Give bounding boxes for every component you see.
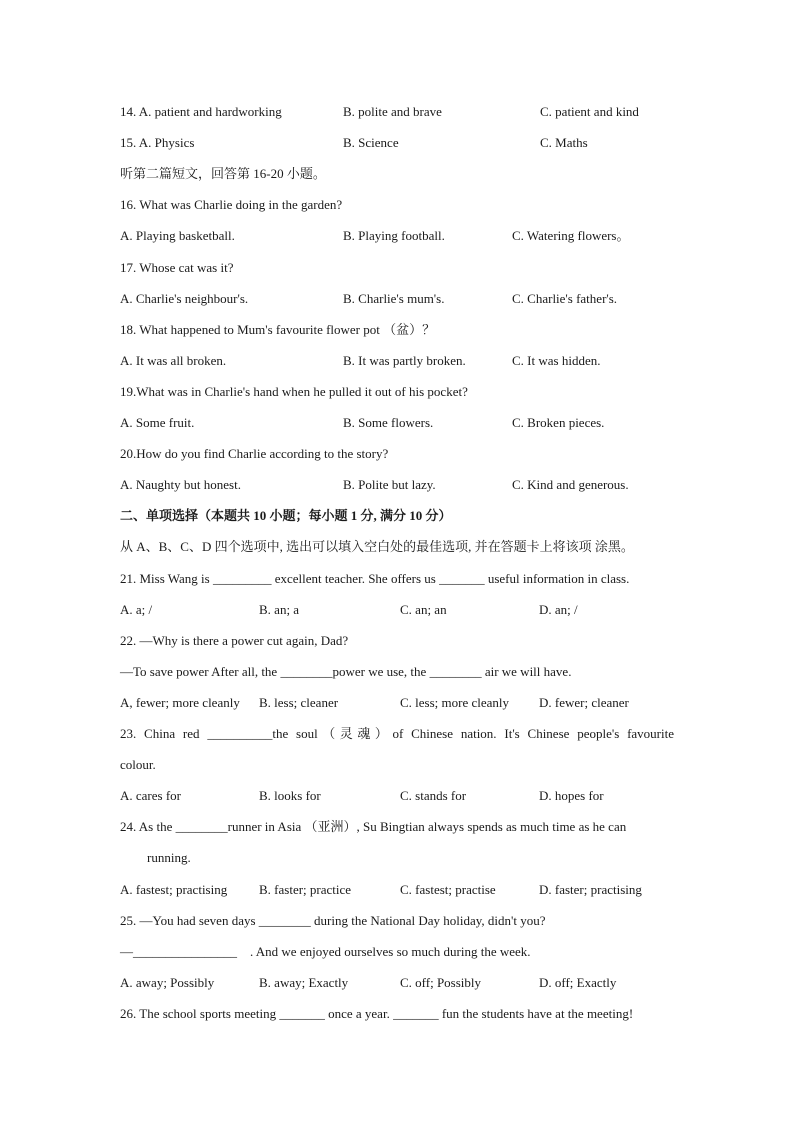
question-text: 17. Whose cat was it? bbox=[120, 259, 234, 275]
question-text: —________________ . And we enjoyed ourselves so much during the week. bbox=[120, 943, 531, 959]
line-16 bbox=[120, 569, 680, 589]
line-27 bbox=[120, 911, 680, 931]
question-text: 19.What was in Charlie's hand when he pulled it out of his pocket? bbox=[120, 383, 468, 399]
option-a: A. away; Possibly bbox=[120, 974, 215, 990]
line-28 bbox=[120, 942, 680, 962]
option-a: A. Playing basketball. bbox=[120, 228, 235, 244]
option-c: C. patient and kind bbox=[540, 104, 639, 119]
question-text: 20.How do you find Charlie according to the story? bbox=[120, 446, 389, 462]
line-24 bbox=[120, 817, 680, 837]
answer-options bbox=[120, 600, 680, 620]
line-14 bbox=[120, 506, 680, 526]
option-b: B. Some flowers. bbox=[343, 415, 434, 430]
answer-options bbox=[120, 413, 680, 433]
option-b: B. faster; practice bbox=[259, 881, 352, 897]
line-6 bbox=[120, 258, 680, 278]
option-b: B. away; Exactly bbox=[259, 974, 349, 990]
option-d: D. faster; practising bbox=[539, 881, 642, 897]
option-c: C. Maths bbox=[540, 135, 588, 151]
option-b: B. Playing football. bbox=[343, 228, 445, 244]
option-b: B. Polite but lazy. bbox=[343, 477, 436, 493]
question-text: —To save power After all, the ________power we use, the ________ air we will have. bbox=[120, 663, 572, 679]
question-text: 从 A、B、C、D 四个选项中, 选出可以填入空白处的最佳选项, 并在答题卡上将该项 涂黑。 bbox=[120, 539, 634, 555]
option-a: A. Charlie's neighbour's. bbox=[120, 290, 249, 306]
option-d: D. off; Exactly bbox=[539, 974, 617, 990]
option-c: C. less; more cleanly bbox=[400, 694, 510, 710]
option-d: D. fewer; cleaner bbox=[539, 694, 629, 710]
line-21 bbox=[120, 724, 680, 744]
option-a: A. Naughty but honest. bbox=[120, 477, 241, 493]
line-25 bbox=[147, 848, 707, 868]
option-c: C. an; an bbox=[400, 601, 447, 617]
answer-options bbox=[120, 475, 680, 495]
question-text: 18. What happened to Mum's favourite flower pot （盆）？ bbox=[120, 321, 436, 337]
answer-options bbox=[120, 880, 680, 900]
option-b: B. It was partly broken. bbox=[343, 352, 466, 368]
option-b: B. less; cleaner bbox=[259, 694, 339, 710]
question-text: 24. As the ________runner in Asia （亚洲）, Su Bingtian always spends as much time as he can bbox=[120, 819, 627, 835]
answer-options bbox=[120, 226, 680, 246]
question-text: 22. —Why is there a power cut again, Dad? bbox=[120, 632, 349, 648]
answer-options bbox=[120, 102, 680, 122]
option-a: A. fastest; practising bbox=[120, 881, 228, 897]
line-12 bbox=[120, 444, 680, 464]
answer-options bbox=[120, 973, 680, 993]
option-a: 14. A. patient and hardworking bbox=[120, 104, 282, 119]
option-c: C. Watering flowers。 bbox=[512, 228, 630, 244]
question-text: 听第二篇短文，回答第 16-20 小题。 bbox=[120, 166, 326, 182]
line-4 bbox=[120, 195, 680, 215]
option-b: B. an; a bbox=[259, 601, 300, 617]
section-heading: 二、单项选择（本题共 10 小题；每小题 1 分, 满分 10 分） bbox=[120, 508, 452, 524]
line-30 bbox=[120, 1004, 680, 1024]
option-c: C. It was hidden. bbox=[512, 352, 601, 368]
answer-options bbox=[120, 289, 680, 309]
option-c: C. stands for bbox=[400, 788, 467, 804]
option-c: C. Kind and generous. bbox=[512, 477, 629, 493]
question-text: 21. Miss Wang is _________ excellent teacher. She offers us _______ useful information in class. bbox=[120, 570, 630, 586]
line-18 bbox=[120, 631, 680, 651]
option-b: B. Charlie's mum's. bbox=[343, 290, 445, 306]
line-8 bbox=[120, 320, 680, 340]
option-a: A. a; / bbox=[120, 601, 153, 617]
option-a: A, fewer; more cleanly bbox=[120, 694, 240, 710]
line-10 bbox=[120, 382, 680, 402]
option-a: 15. A. Physics bbox=[120, 135, 195, 151]
line-19 bbox=[120, 662, 680, 682]
option-a: A. cares for bbox=[120, 788, 181, 804]
answer-options bbox=[120, 133, 680, 153]
option-a: A. It was all broken. bbox=[120, 352, 227, 368]
option-b: B. looks for bbox=[259, 788, 321, 804]
option-b: B. Science bbox=[343, 135, 399, 151]
answer-options bbox=[120, 693, 680, 713]
line-15 bbox=[120, 537, 680, 557]
line-22 bbox=[120, 755, 680, 775]
answer-options bbox=[120, 351, 680, 371]
option-c: C. Broken pieces. bbox=[512, 415, 605, 430]
option-d: D. an; / bbox=[539, 601, 578, 617]
option-b: B. polite and brave bbox=[343, 104, 442, 119]
option-a: A. Some fruit. bbox=[120, 415, 195, 430]
option-c: C. off; Possibly bbox=[400, 974, 482, 990]
line-3 bbox=[120, 164, 680, 184]
option-c: C. Charlie's father's. bbox=[512, 290, 618, 306]
question-text: running. bbox=[147, 850, 191, 866]
answer-options bbox=[120, 786, 680, 806]
question-text: 16. What was Charlie doing in the garden? bbox=[120, 197, 343, 213]
question-text: 25. —You had seven days ________ during the National Day holiday, didn't you? bbox=[120, 912, 546, 928]
question-text: colour. bbox=[120, 757, 156, 773]
question-text: 23. China red __________the soul（灵魂）of Chinese nation. It's Chinese people's favourite bbox=[120, 726, 674, 741]
question-text: 26. The school sports meeting _______ once a year. _______ fun the students have at the meeting! bbox=[120, 1005, 634, 1021]
option-c: C. fastest; practise bbox=[400, 881, 496, 897]
option-d: D. hopes for bbox=[539, 788, 604, 804]
